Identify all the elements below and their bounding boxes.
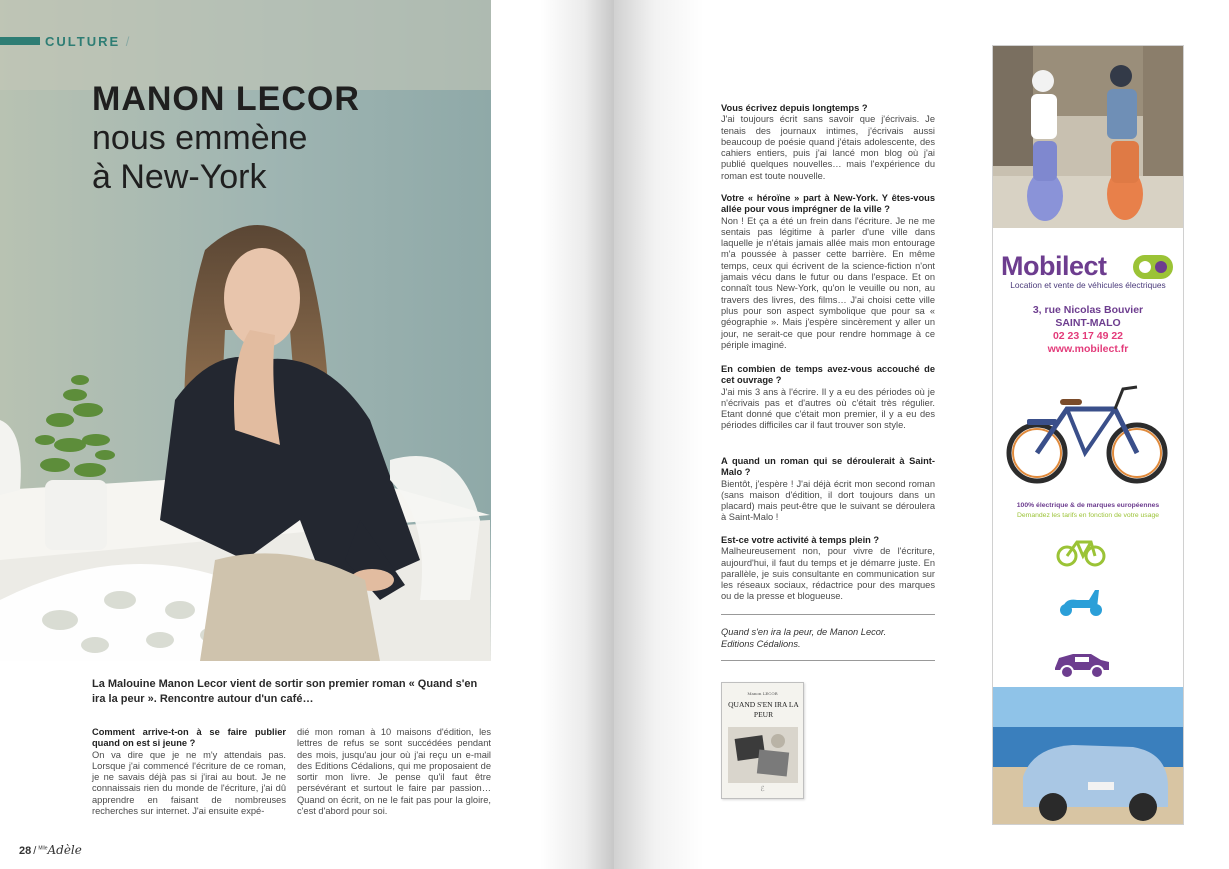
left-column-2 [297,727,491,817]
answer-2: J'ai toujours écrit sans savoir que j'écrivais. Je tenais des journaux intimes, j'écrivais aussi beaucoup de poésie quand j'étais adolescente, des cahiers entiers, puis j'ai lancé mon blog où j'ai publié quelques nouvelles… mais l'expérience du roman est toute nouvelle. [721,114,935,181]
article-headline [92,80,360,197]
answer-5: Bientôt, j'espère ! J'ai déjà écrit mon second roman (sans maison d'édition, il dort toujours dans un placard) mais peut-être que le suivant se déroulera à Saint-Malo ! [721,478,935,523]
answer-4: J'ai mis 3 ans à l'écrire. Il y a eu des périodes où je n'écrivais pas et d'autres où c'était très régulier. Etant donné que c'était mon premier, il y a eu des périodes difficiles car il faut trouver son style. [721,386,935,431]
bicycle-icon [1055,536,1107,568]
mobilect-advertisement [992,45,1184,825]
spine-shadow-right [614,0,704,869]
folio-separator: / [33,845,37,857]
book-caption [721,627,935,650]
ad-street: 3, rue Nicolas Bouvier [1032,304,1144,316]
ad-scooter-photo [993,46,1183,228]
ad-claim-1: 100% électrique & de marques européennes [1016,502,1160,509]
question-5: A quand un roman qui se déroulerait à Saint-Malo ? [721,456,935,478]
ad-city: SAINT-MALO [1055,317,1121,329]
ad-beach-car-photo [993,687,1183,825]
qa-block-5 [721,456,935,524]
question-4: En combien de temps avez-vous accouché de cet ouvrage ? [721,364,935,386]
caption-line-2: Editions Cédalions. [721,638,801,649]
headline-line-2: nous emmène [92,119,308,157]
left-column-1 [92,727,286,817]
section-label [45,34,131,49]
question-2: Vous écrivez depuis longtemps ? [721,103,868,113]
publisher-logo: ℰ [760,785,765,793]
page-number: 28 [19,845,32,857]
question-1: Comment arrive-t-on à se faire publier quand on est si jeune ? [92,727,286,749]
page-folio [19,843,82,857]
spine-shadow-left [540,0,614,869]
ad-address [993,304,1183,356]
divider-top [721,614,935,615]
book-author: Manon LECOR [747,691,778,696]
book-title: QUAND S'EN IRA LA PEUR [728,700,799,719]
magazine-name: Adèle [47,843,82,857]
section-label-text: CULTURE [45,34,121,49]
headline-line-3: à New-York [92,158,267,196]
ad-website: www.mobilect.fr [1047,343,1129,355]
answer-1-part-2: dié mon roman à 10 maisons d'édition, les lettres de refus se sont succédées pendant des mois, jusqu'au jour où j'ai reçu un e-mail des Editions Cédalions, qui me proposaient de sortir mon livre. Je pense qu'il faut être persévérant et surtout le faire par passion… Quand on écrit, on ne le fait pas pour la gloire, c'est d'abord pour soi. [297,727,491,817]
qa-block-4 [721,364,935,432]
ad-brand-icon [1131,253,1175,281]
question-6: Est-ce votre activité à temps plein ? [721,535,880,545]
question-3: Votre « héroïne » part à New-York. Y êtes-vous allée pour vous imprégner de la ville ? [721,193,935,215]
article-intro: La Malouine Manon Lecor vient de sortir son premier roman « Quand s'en ira la peur ». Rencontre autour d'un café… [92,678,478,705]
ad-tagline: Location et vente de véhicules électriques [1010,280,1166,290]
ad-brand-name: Mobilect [1001,251,1107,281]
magazine-prefix: Mlle [38,845,48,852]
headline-line-1: MANON LECOR [92,80,360,118]
answer-3: Non ! Et ça a été un frein dans l'écriture. Je ne me sentais pas légitime à parler d'une ville dans laquelle je n'étais jamais allée mais mon entourage m'a poussée à passer cette barrière. En même temps, ceux qui écrivent de la science-fiction n'ont jamais vécu dans le futur ou dans l'espace. Et on connaît tous New-York, qu'on le veuille ou non, au travers des livres, des films… J'ai choisi cette ville plus pour son aspect symbolique que pour sa « géographie ». Mais j'espère sincèrement y aller un jour, ne serait-ce que pour rendre hommage à ce périple imaginé. [721,215,935,350]
qa-block-2 [721,103,935,182]
book-cover-illustration [728,727,798,783]
car-icon [1051,646,1113,680]
section-accent-bar [0,37,40,45]
qa-block-3 [721,193,935,351]
qa-block-6 [721,535,935,603]
ad-claim-2: Demandez les tarifs en fonction de votre usage [1016,512,1160,519]
answer-1-part-1: On va dire que je ne m'y attendais pas. Lorsque j'ai commencé l'écriture de ce roman, je ne savais déjà pas si j'irai au bout. Je ne connaissais rien du monde de l'écriture, j'ai dû apprendre en faisant de nombreuses recherches sur internet. J'ai ensuite expé- [92,749,286,817]
electric-bike-image [1005,381,1171,491]
ad-phone: 02 23 17 49 22 [1052,330,1124,342]
book-cover [721,682,804,799]
section-label-slash: / [125,34,132,49]
ad-claim [993,501,1183,521]
caption-line-1: Quand s'en ira la peur, de Manon Lecor. [721,627,887,637]
answer-6: Malheureusement non, pour vivre de l'écriture, aujourd'hui, il faut du temps et je démarre juste. En parallèle, je suis consultante en communication sur les réseaux sociaux, rédactrice pour des marques ou de la presse et blogueuse. [721,546,935,602]
scooter-icon [1055,586,1107,618]
divider-bottom [721,660,935,661]
